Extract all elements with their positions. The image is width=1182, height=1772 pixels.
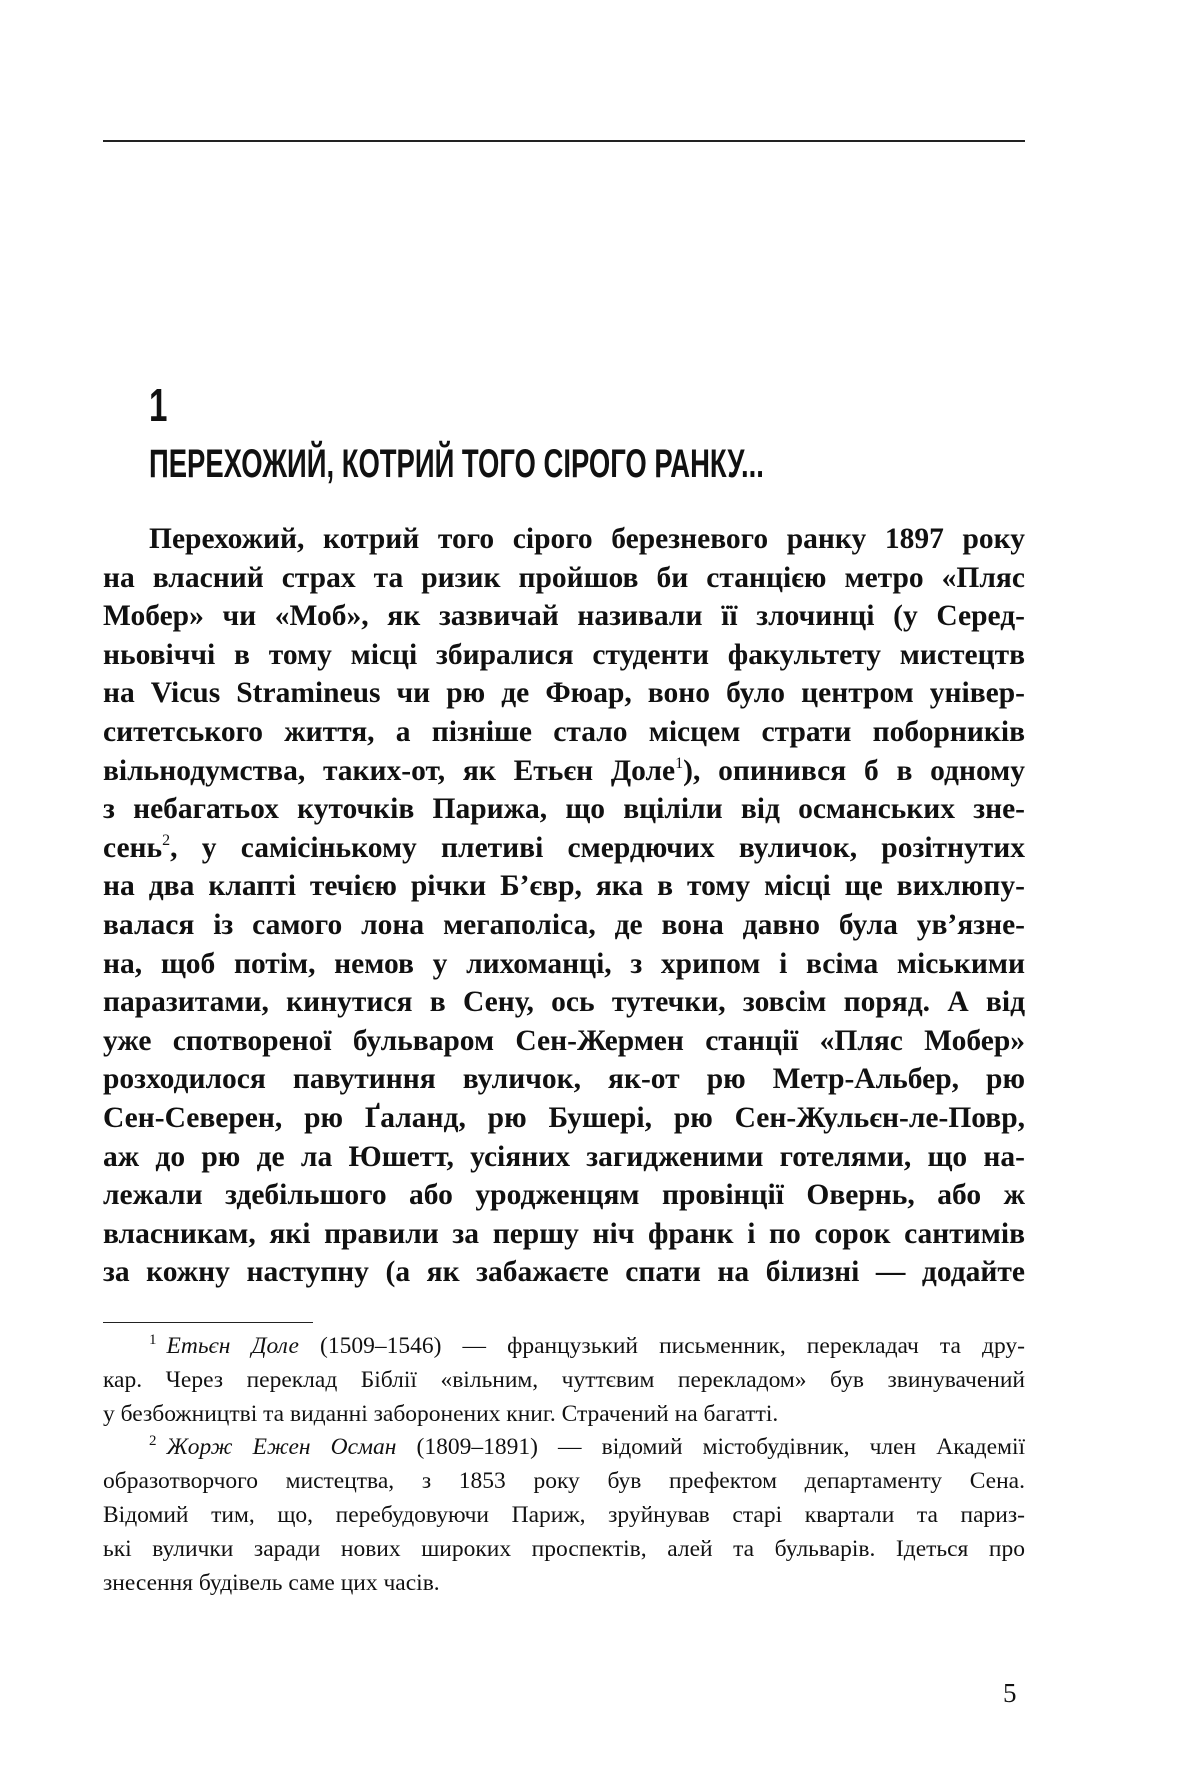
body-line: за кожну наступну (а як забажаєте спати на білизні — додайте [103,1256,1025,1289]
footnotes [103,1330,1025,1600]
footnote-2-line [103,1431,1025,1465]
body-line: паразитами, кинутися в Сену, ось тутечки, зовсім поряд. А від [103,986,1025,1019]
footnote-1-line [103,1330,1025,1364]
footnote-1-line: кар. Через переклад Біблії «вільним, чуттєвим перекладом» був звинувачений [103,1366,1025,1393]
body-line-text: , у самісінькому плетиві смердючих вуличок, розітнутих [170,831,1025,864]
body-line: лежали здебільшого або уродженцям провінції Овернь, або ж [103,1179,1025,1212]
footnote-rule [103,1322,313,1323]
footnote-1-name: Етьєн Доле [166,1333,299,1359]
body-line-text: вільнодумства, таких-от, як Етьєн Доле [103,754,676,787]
body-line: Перехожий, котрий того сірого березневого ранку 1897 року [149,523,1025,555]
body-paragraph [103,520,1025,1292]
body-line: на, щоб потім, немов у лихоманці, з хрипом і всіма міськими [103,947,1025,980]
body-line-text: сень [103,831,163,864]
chapter-number: 1 [149,379,168,431]
body-line: на два клапті течією річки Б’євр, яка в тому місці ще вихлюпу- [103,870,1025,903]
footnote-1-number: 1 [149,1332,157,1348]
body-line: з небагатьох куточків Парижа, що вціліли від османських зне- [103,793,1025,826]
footnote-2-line: знесення будівель саме цих часів. [103,1569,440,1596]
footnote-2-line: ькі вулички заради нових широких проспектів, алей та бульварів. Ідеться про [103,1535,1025,1562]
body-line-with-footnote-1 [103,752,1025,791]
page-number: 5 [1003,1678,1017,1708]
body-line: на власний страх та ризик пройшов би станцією метро «Пляс [103,561,1025,594]
body-line: розходилося павутиння вуличок, як-от рю Метр-Альбер, рю [103,1063,1025,1096]
chapter-title: ПЕРЕХОЖИЙ, КОТРИЙ ТОГО СІРОГО РАНКУ... [149,442,764,486]
body-line: ситетського життя, а пізніше стало місцем страти поборників [103,715,1025,748]
body-line: ньовіччі в тому місці збиралися студенти факультету мистецтв [103,638,1025,671]
body-line: аж до рю де ла Юшетт, усіяних загидженими готелями, що на- [103,1140,1025,1173]
body-line-text: ), опинився б в одному [683,754,1025,787]
footnote-ref-2[interactable]: 2 [162,831,171,849]
footnote-2-number: 2 [149,1433,157,1450]
body-line: на Vicus Stramineus чи рю де Фюар, воно було центром універ- [103,677,1025,710]
body-line: власникам, які правили за першу ніч франк і по сорок сантимів [103,1217,1025,1250]
body-line: валася із самого лона мегаполіса, де вона давно була ув’язне- [103,908,1025,941]
footnote-2-text: (1809–1891) — відомий містобудівник, член Академії [396,1434,1025,1461]
footnote-2-line: Відомий тим, що, перебудовуючи Париж, зруйнував старі квартали та париз- [103,1501,1025,1528]
body-line-with-footnote-2 [103,829,1025,868]
footnote-2-name: Жорж Ежен Осман [166,1434,397,1461]
footnote-2-line: образотворчого мистецтва, з 1853 року був префектом департаменту Сена. [103,1468,1025,1495]
header-rule [103,140,1025,142]
footnote-1-text: (1509–1546) — французький письменник, перекладач та дру- [298,1333,1025,1359]
body-line: Мобер» чи «Моб», як зазвичай називали її злочинці (у Серед- [103,600,1025,633]
footnote-1-line: у безбожництві та виданні заборонених книг. Страчений на багатті. [103,1400,779,1427]
footnote-ref-1[interactable]: 1 [675,754,684,772]
body-line: уже спотвореної бульваром Сен-Жермен станції «Пляс Мобер» [103,1024,1025,1057]
body-line: Сен-Северен, рю Ґаланд, рю Бушері, рю Сен-Жульєн-ле-Повр, [103,1101,1025,1134]
